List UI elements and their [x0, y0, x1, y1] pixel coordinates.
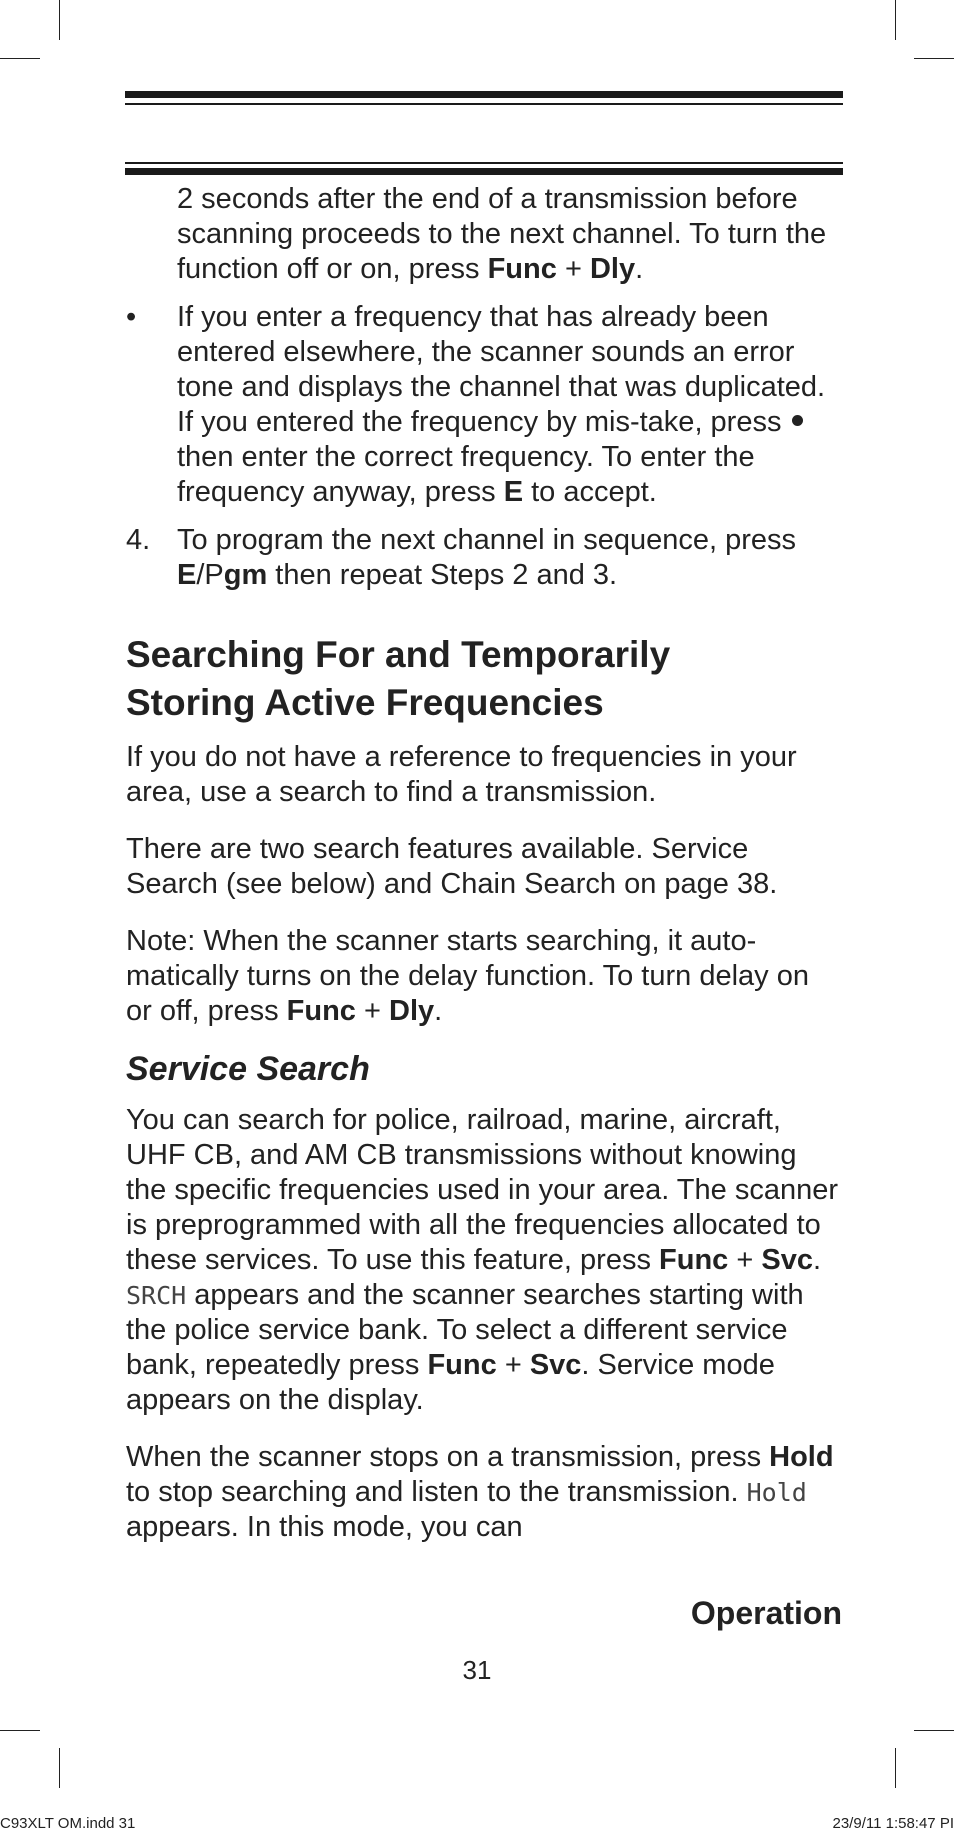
crop-mark-tl-h — [0, 58, 40, 59]
crop-mark-bl-v — [59, 1748, 60, 1788]
header-rule-thick — [125, 91, 843, 98]
crop-mark-tr-v — [895, 0, 896, 40]
continued-bullet-text: 2 seconds after the end of a transmission before scanning proceeds to the next channel. To turn the function off or on, press Func + Dly. — [177, 183, 827, 285]
paragraph-search-features: There are two search features available. Service Search (see below) and Chain Search on page 38. — [126, 833, 778, 900]
section-footer-label: Operation — [690, 1595, 842, 1631]
slug-right: 23/9/11 1:58:47 PI — [832, 1815, 954, 1832]
func-key: Func — [487, 253, 557, 285]
step-number: 4. — [126, 524, 151, 556]
paragraph-note: Note: When the scanner starts searching, it auto-matically turns on the delay function. To turn delay on or off, press Func + Dly. — [126, 925, 809, 1027]
dly-key: Dly — [589, 253, 636, 285]
e-key: E — [503, 476, 524, 508]
e-pgm-key: E — [177, 559, 197, 591]
crop-mark-tl-v — [59, 0, 60, 40]
func-key: Func — [659, 1244, 729, 1276]
page-content — [126, 182, 842, 1545]
crop-mark-bl-h — [0, 1730, 40, 1731]
paragraph-reference: If you do not have a reference to frequencies in your area, use a search to find a transmission. — [126, 741, 797, 808]
svc-key: Svc — [761, 1244, 813, 1276]
bullet-item: • If you enter a frequency that has already been entered elsewhere, the scanner sounds an error tone and displays the channel that was duplicated. If you entered the frequency by mis-take, press then enter the correct frequency. To enter the frequency anyway, press E to accept. — [126, 301, 826, 508]
hold-key: Hold — [769, 1441, 834, 1473]
func-key: Func — [427, 1349, 497, 1381]
section-heading: Searching For and Temporarily Storing Active Frequencies — [126, 634, 671, 723]
section-rule-thick — [125, 168, 843, 175]
dot-key-icon — [792, 415, 803, 426]
bullet-marker: • — [126, 301, 137, 333]
svc-key: Svc — [529, 1349, 582, 1381]
paragraph-service-search: You can search for police, railroad, marine, aircraft, UHF CB, and AM CB transmissions without knowing the specific frequencies used in your area. The scanner is preprogrammed with all the frequencies allocated to these services. To use this feature, press Func + Svc. SRCH appears and the scanner searches starting with the police service bank. To select a different service bank, repeatedly press Func + Svc. Service mode appears on the display. — [126, 1104, 838, 1416]
step-item-4: 4. To program the next channel in sequence, press E/Pgm then repeat Steps 2 and 3. — [126, 524, 797, 591]
crop-mark-br-h — [914, 1730, 954, 1731]
srch-display-text: SRCH — [126, 1281, 187, 1310]
section-rule-thin — [125, 162, 843, 164]
crop-mark-br-v — [895, 1748, 896, 1788]
subsection-heading: Service Search — [126, 1050, 370, 1088]
paragraph-hold: When the scanner stops on a transmission, press Hold to stop searching and listen to the transmission. Hold appears. In this mode, you can — [126, 1441, 834, 1543]
func-key: Func — [286, 995, 356, 1027]
crop-mark-tr-h — [914, 58, 954, 59]
page-number: 31 — [462, 1655, 492, 1685]
dly-key: Dly — [389, 995, 435, 1027]
header-rule-thin — [125, 103, 843, 105]
slug-left: C93XLT OM.indd 31 — [0, 1815, 136, 1832]
hold-display-text: Hold — [746, 1478, 807, 1507]
